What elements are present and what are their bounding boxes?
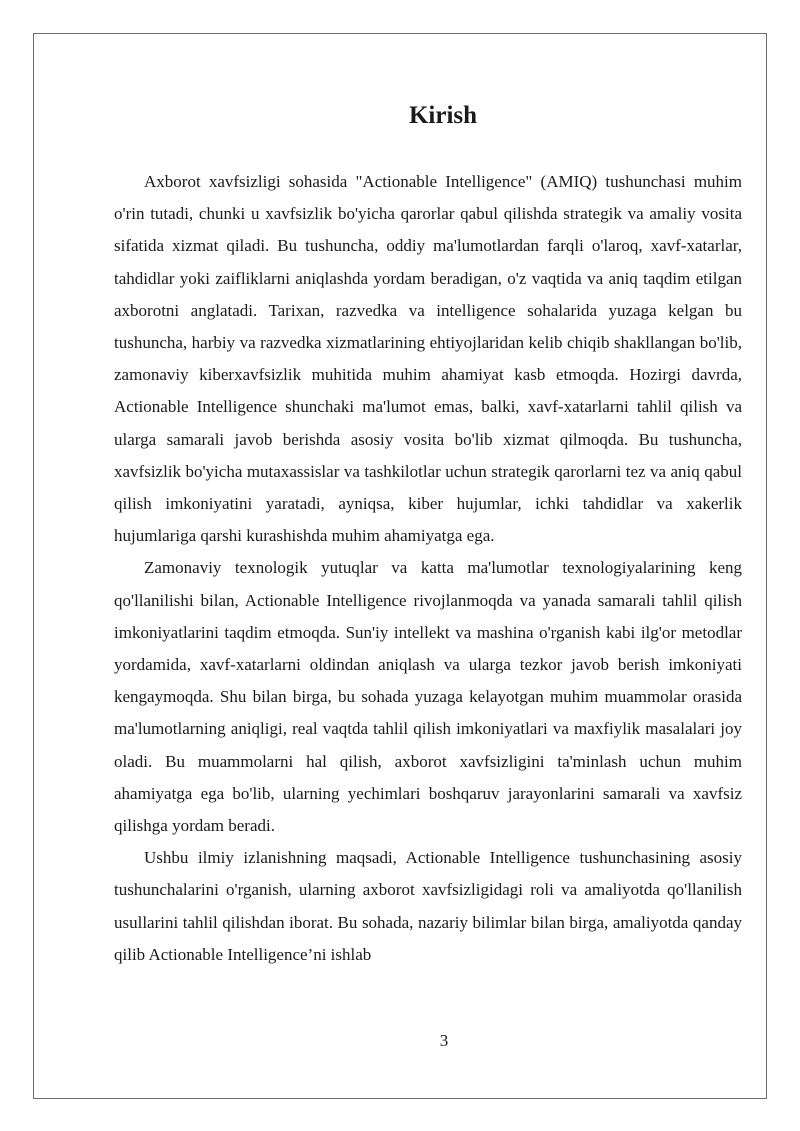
paragraph-2: Zamonaviy texnologik yutuqlar va katta ma'lumotlar texnologiyalarining keng qo'llanilishi bilan, Actionable Intelligence rivojlanmoqda va yanada samarali tahlil qilish imkoniyatlarini taqdim etmoqda. Sun'iy intellekt va mashina o'rganish kabi ilg'or metodlar yordamida, xavf-xatarlarni oldindan aniqlash va ularga tezkor javob berish imkoniyati kengaymoqda. Shu bilan birga, bu sohada yuzaga kelayotgan muhim muammolar orasida ma'lumotlarning aniqligi, real vaqtda tahlil qilish imkoniyatlari va maxfiylik masalalari joy oladi. Bu muammolarni hal qilish, axborot xavfsizligini ta'minlash uchun muhim ahamiyatga ega bo'lib, ularning yechimlari boshqaruv jarayonlarini samarali va xavfsiz qilishga yordam beradi. <box>114 558 742 836</box>
paragraph-1: Axborot xavfsizligi sohasida "Actionable Intelligence" (AMIQ) tushunchasi muhim o'rin tutadi, chunki u xavfsizlik bo'yicha qarorlar qabul qilishda strategik va amaliy vosita sifatida xizmat qiladi. Bu tushuncha, oddiy ma'lumotlardan farqli o'laroq, xavf-xatarlar, tahdidlar yoki zaifliklarni aniqlashda yordam beradigan, o'z vaqtida va aniq taqdim etilgan axborotni anglatadi. Tarixan, razvedka va intelligence sohalarida yuzaga kelgan bu tushuncha, harbiy va razvedka xizmatlarining ehtiyojlaridan kelib chiqib shakllangan bo'lib, zamonaviy kiberxavfsizlik muhitida muhim ahamiyat kasb etmoqda. Hozirgi davrda, Actionable Intelligence shunchaki ma'lumot emas, balki, xavf-xatarlarni tahlil qilish va ularga samarali javob berishda asosiy vosita bo'lib xizmat qilmoqda. Bu tushuncha, xavfsizlik bo'yicha mutaxassislar va tashkilotlar uchun strategik qarorlarni tez va aniq qabul qilish imkoniyatini yaratadi, ayniqsa, kiber hujumlar, ichki tahdidlar va xakerlik hujumlariga qarshi kurashishda muhim ahamiyatga ega. <box>114 172 742 546</box>
page-title: Kirish <box>408 102 478 129</box>
paragraph-3: Ushbu ilmiy izlanishning maqsadi, Actionable Intelligence tushunchasining asosiy tushunchalarini o'rganish, ularning axborot xavfsizligidagi roli va amaliyotda qo'llanilish usullarini tahlil qilishdan iborat. Bu sohada, nazariy bilimlar bilan birga, amaliyotda qanday qilib Actionable Intelligence’ni ishlab <box>114 848 742 964</box>
page-number: 3 <box>439 1031 449 1050</box>
document-body <box>114 98 742 971</box>
